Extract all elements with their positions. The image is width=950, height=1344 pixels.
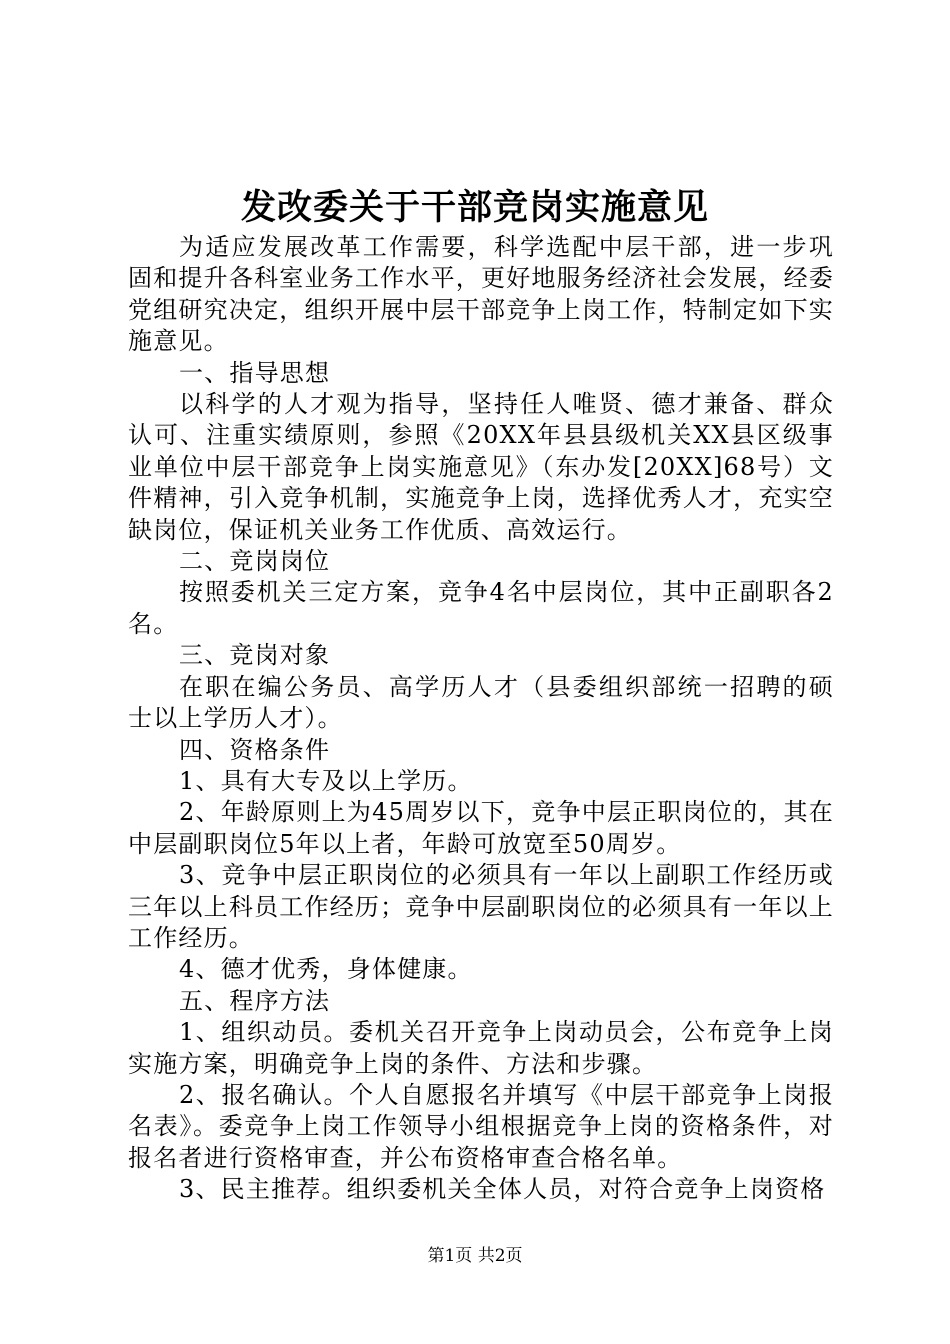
- positions-paragraph: 按照委机关三定方案，竞争4名中层岗位，其中正副职各2名。: [128, 578, 834, 638]
- qualification-item-1: 1、具有大专及以上学历。: [179, 766, 473, 795]
- section-heading-positions: 二、竞岗岗位: [179, 547, 331, 576]
- document-body: [128, 232, 834, 1206]
- qualification-item-4: 4、德才优秀，身体健康。: [179, 955, 473, 984]
- guiding-thought-paragraph: 以科学的人才观为指导，坚持任人唯贤、德才兼备、群众认可、注重实绩原则，参照《20XX年县县级机关XX县区级事业单位中层干部竞争上岗实施意见》（东办发[20XX]68号）文件精神，引入竞争机制，实施竞争上岗，选择优秀人才，充实空缺岗位，保证机关业务工作优质、高效运行。: [128, 390, 834, 544]
- qualification-item-3: 3、竞争中层正职岗位的必须具有一年以上副职工作经历或三年以上科员工作经历；竞争中层副职岗位的必须具有一年以上工作经历。: [128, 861, 834, 952]
- section-heading-candidates: 三、竞岗对象: [179, 641, 331, 670]
- section-heading-qualifications: 四、资格条件: [179, 735, 331, 764]
- section-heading-guiding-thought: 一、指导思想: [179, 358, 331, 387]
- document-title: 发改委关于干部竞岗实施意见: [240, 187, 709, 228]
- intro-paragraph: 为适应发展改革工作需要，科学选配中层干部，进一步巩固和提升各科室业务工作水平，更好地服务经济社会发展，经委党组研究决定，组织开展中层干部竞争上岗工作，特制定如下实施意见。: [128, 233, 834, 356]
- qualification-item-2: 2、年龄原则上为45周岁以下，竞争中层正职岗位的，其在中层副职岗位5年以上者，年龄可放宽至50周岁。: [128, 798, 834, 858]
- procedure-item-2: 2、报名确认。个人自愿报名并填写《中层干部竞争上岗报名表》。委竞争上岗工作领导小组根据竞争上岗的资格条件，对报名者进行资格审查，并公布资格审查合格名单。: [128, 1080, 834, 1172]
- procedure-item-1: 1、组织动员。委机关召开竞争上岗动员会，公布竞争上岗实施方案，明确竞争上岗的条件、方法和步骤。: [128, 1018, 834, 1078]
- section-heading-procedure: 五、程序方法: [179, 986, 331, 1015]
- procedure-item-3: 3、民主推荐。组织委机关全体人员，对符合竞争上岗资格: [179, 1175, 826, 1204]
- page-footer: 第1页 共2页: [427, 1246, 523, 1266]
- candidates-paragraph: 在职在编公务员、高学历人才（县委组织部统一招聘的硕士以上学历人才）。: [128, 672, 834, 733]
